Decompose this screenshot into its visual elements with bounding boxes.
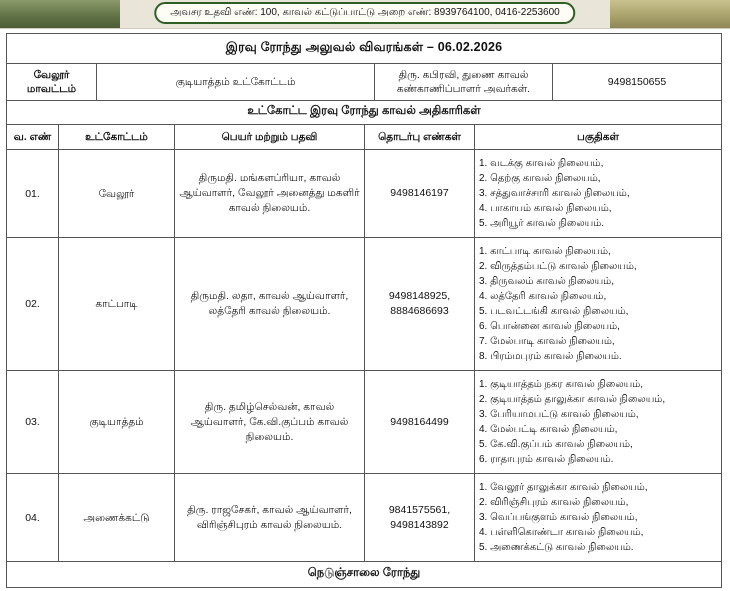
- area-item: 4. பாகாயம் காவல் நிலையம்,: [479, 203, 612, 214]
- area-item: 3. திருவலம் காவல் நிலையம்,: [479, 276, 614, 287]
- emergency-notice: அவசர உதவி எண்: 100, காவல் கட்டுப்பாட்டு அறை எண்: 8939764100, 0416-2253600: [154, 2, 575, 24]
- header-sno: வ. எண்: [7, 125, 59, 149]
- cell-subdivision: காட்பாடி: [59, 238, 175, 370]
- cell-subdivision: வேலூர்: [59, 150, 175, 237]
- area-item: 4. லத்தேரி காவல் நிலையம்,: [479, 291, 607, 302]
- cell-areas: [479, 244, 717, 364]
- summary-row: [7, 64, 721, 101]
- footer-heading: நெடுஞ்சாலை ரோந்து: [307, 567, 421, 579]
- area-item: 8. பிரம்மபுரம் காவல் நிலையம்.: [479, 351, 622, 362]
- header-telephone: தொடர்பு எண்கள்: [365, 125, 475, 149]
- area-item: 1. காட்பாடி காவல் நிலையம்,: [479, 246, 611, 257]
- header-areas: பகுதிகள்: [577, 131, 619, 143]
- cell-sno: 03.: [7, 371, 59, 473]
- cell-sno: 04.: [7, 474, 59, 561]
- cell-name-designation: திருமதி. லதா, காவல் ஆய்வாளர், லத்தேரி காவல் நிலையம்.: [190, 290, 349, 317]
- area-item: 3. சத்துவாச்சாரி காவல் நிலையம்,: [479, 188, 630, 199]
- area-item: 6. ராதாபுரம் காவல் நிலையம்.: [479, 454, 614, 465]
- area-item: 3. பேரியாமபட்டு காவல் நிலையம்,: [479, 409, 639, 420]
- area-item: 1. குடியாத்தம் நகர காவல் நிலையம்,: [479, 379, 644, 390]
- area-item: 6. பொன்னை காவல் நிலையம்,: [479, 321, 620, 332]
- cell-telephone: 9498148925, 8884686693: [388, 290, 451, 317]
- cell-telephone: 9841575561, 9498143892: [388, 503, 451, 531]
- area-item: 1. வேலூர் தாலுக்கா காவல் நிலையம்,: [479, 482, 648, 493]
- area-item: 5. படவட்டங்கி காவல் நிலையம்,: [479, 306, 629, 317]
- cell-subdivision: குடியாத்தம்: [59, 371, 175, 473]
- cell-areas: [479, 377, 717, 467]
- area-item: 3. வெப்பங்குளம் காவல் நிலையம்,: [479, 512, 638, 523]
- header-name-designation: பெயர் மற்றும் பதவி: [175, 125, 365, 149]
- cell-name-designation: திரு. தமிழ்செல்வன், காவல் ஆய்வாளர், கே.வி.குப்பம் காவல் நிலையம்.: [190, 400, 349, 443]
- cell-name-designation: திரு. ராஜசேகர், காவல் ஆய்வாளர், விரிஞ்சிபுரம் காவல் நிலையம்.: [187, 503, 352, 531]
- cell-name-designation: திருமதி. மங்களப்ரியா, காவல் ஆய்வாளர், வேலூர் அனைத்து மகளிர் காவல் நிலையம்.: [179, 172, 360, 214]
- banner-photo-right: [610, 0, 730, 28]
- subdivision-cell: குடியாத்தம் உட்கோட்டம்: [97, 64, 375, 100]
- officer-phone-cell: 9498150655: [607, 76, 667, 88]
- area-item: 5. அரியூர் காவல் நிலையம்.: [479, 218, 605, 229]
- banner: [0, 0, 730, 29]
- area-item: 2. விரிஞ்சிபுரம் காவல் நிலையம்,: [479, 497, 629, 508]
- cell-telephone: 9498146197: [390, 187, 449, 199]
- cell-areas: [479, 480, 717, 555]
- section-heading: உட்கோட்ட இரவு ரோந்து காவல் அதிகாரிகள்: [7, 101, 721, 125]
- banner-photo-left: [0, 0, 120, 28]
- officer-cell: திரு. கபிரவி, துணை காவல் கண்காணிப்பாளர் அவர்கள்.: [375, 64, 553, 100]
- table-header-row: [7, 125, 721, 150]
- table-row: [7, 150, 721, 238]
- area-item: 7. மேல்பாடி காவல் நிலையம்,: [479, 336, 615, 347]
- cell-areas: [479, 156, 717, 231]
- cell-sno: 01.: [7, 150, 59, 237]
- district-cell: வேலூர் மாவட்டம்: [7, 64, 97, 100]
- area-item: 4. பள்ளிகொண்டா காவல் நிலையம்,: [479, 527, 644, 538]
- area-item: 1. வடக்கு காவல் நிலையம்,: [479, 158, 604, 169]
- cell-subdivision: அணைக்கட்டு: [59, 474, 175, 561]
- area-item: 2. விருத்தம்பட்டு காவல் நிலையம்,: [479, 261, 637, 272]
- header-subdivision: உட்கோட்டம்: [59, 125, 175, 149]
- table-row: [7, 238, 721, 371]
- cell-telephone: 9498164499: [390, 415, 449, 428]
- area-item: 2. தெற்கு காவல் நிலையம்,: [479, 173, 601, 184]
- area-item: 2. குடியாத்தம் தாலுக்கா காவல் நிலையம்,: [479, 394, 666, 405]
- report-table: [6, 33, 722, 588]
- area-item: 5. அணைக்கட்டு காவல் நிலையம்.: [479, 542, 634, 553]
- page-title: இரவு ரோந்து அலுவல் விவரங்கள் – 06.02.2026: [7, 34, 721, 64]
- table-row: [7, 371, 721, 474]
- area-item: 4. மேல்பட்டி காவல் நிலையம்,: [479, 424, 618, 435]
- table-row: [7, 474, 721, 562]
- area-item: 5. கே.வி.குப்பம் காவல் நிலையம்,: [479, 439, 633, 450]
- cell-sno: 02.: [7, 238, 59, 370]
